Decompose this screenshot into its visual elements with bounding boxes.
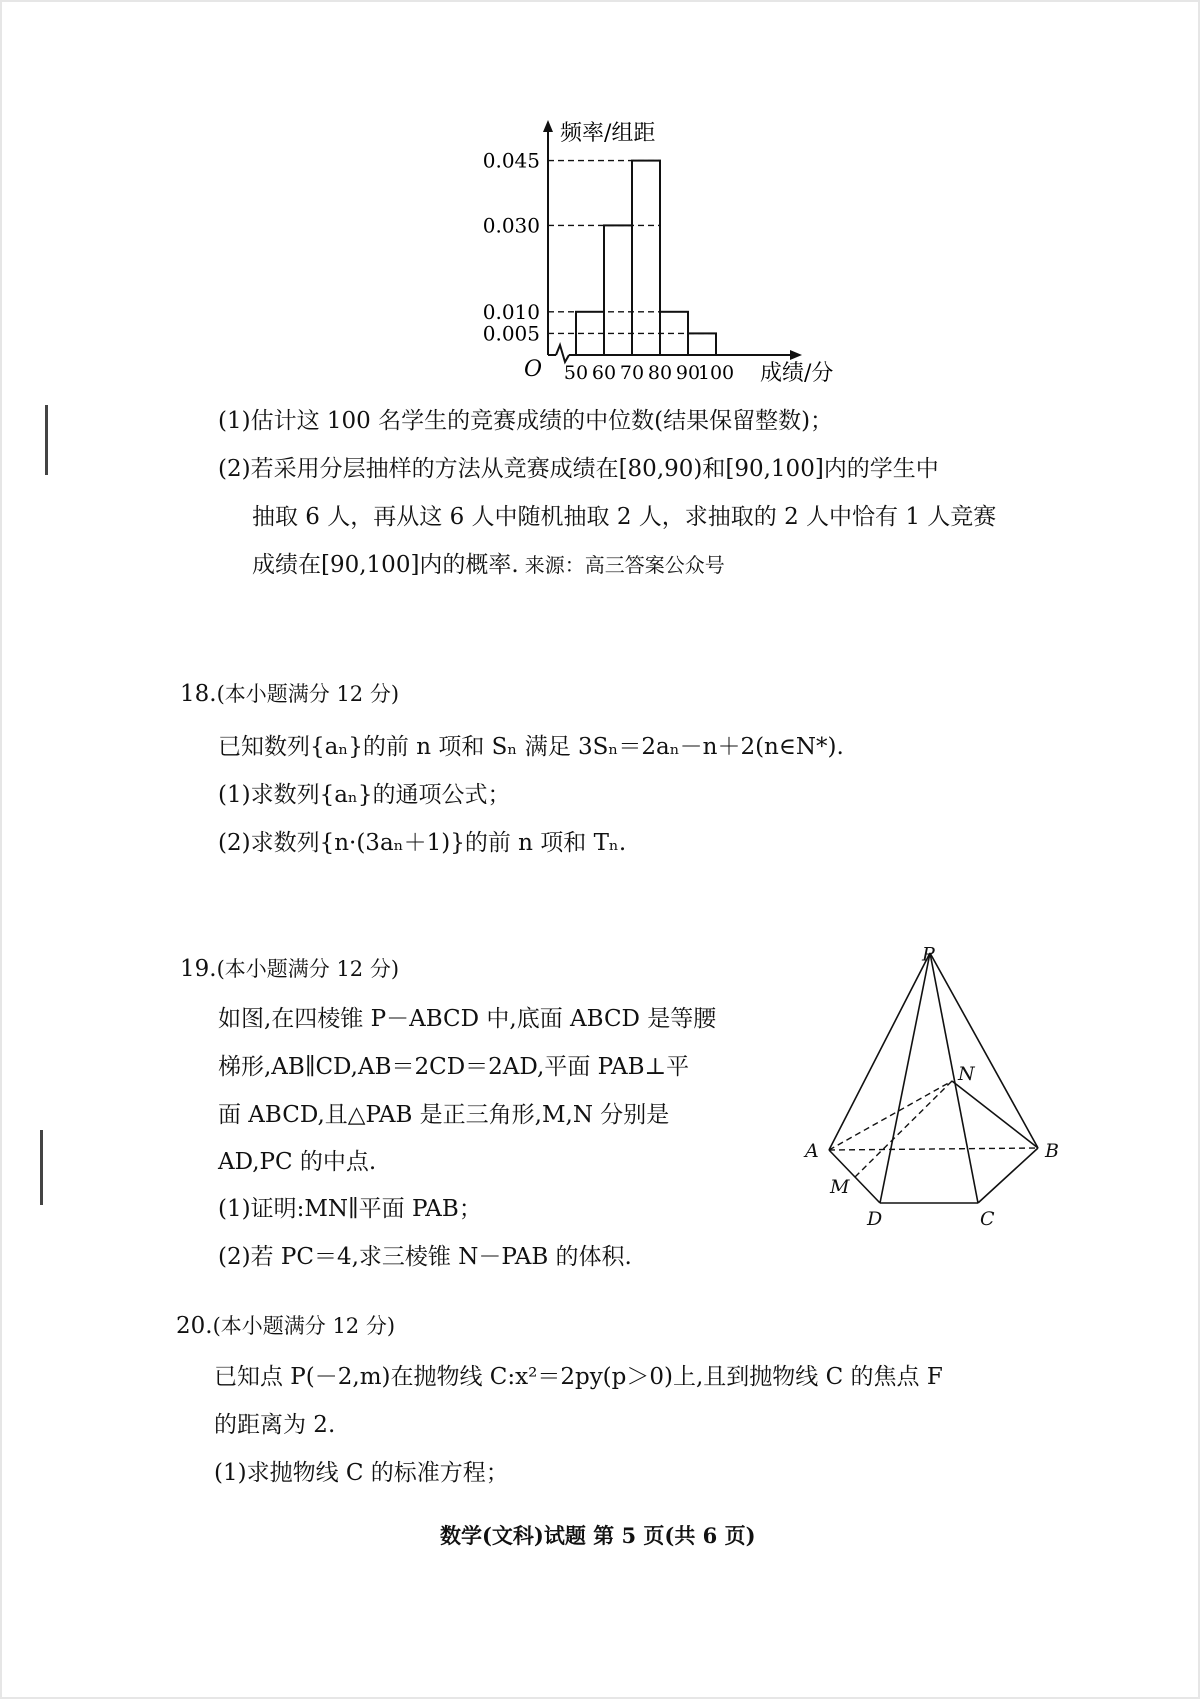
histogram-bar [688,333,716,355]
x-tick-label: 70 [619,362,645,384]
x-tick-label: 100 [697,362,735,384]
q19-part1: (1)证明:MN∥平面 PAB； [218,1196,482,1222]
q17-part1: (1)估计这 100 名学生的竞赛成绩的中位数(结果保留整数)； [218,408,834,434]
origin-label: O [524,357,543,382]
q18-part1: (1)求数列{aₙ}的通项公式； [218,782,511,808]
q19-stem-line1: 如图,在四棱锥 P－ABCD 中,底面 ABCD 是等腰 [218,1006,717,1032]
y-tick-label: 0.045 [482,148,540,173]
q18-heading [180,678,399,708]
x-tick-label: 50 [563,362,589,384]
x-tick-label: 80 [647,362,673,384]
q18-part2: (2)求数列{n·(3aₙ＋1)}的前 n 项和 Tₙ. [218,830,627,856]
q20-heading [176,1310,395,1340]
q18-stem: 已知数列{aₙ}的前 n 项和 Sₙ 满足 3Sₙ＝2aₙ－n＋2(n∈N*). [218,734,844,760]
histogram-bar [604,225,632,355]
q19-heading [180,953,399,983]
q20-number: 20. [176,1313,213,1339]
q20-stem-line2: 的距离为 2. [214,1412,336,1438]
y-tick-label: 0.005 [482,321,540,346]
edge-PB [930,953,1038,1148]
edge-PA [829,953,930,1150]
q17-part2-line3-text: 成绩在[90,100]内的概率. [252,552,519,578]
source-note: 来源：高三答案公众号 [524,553,725,577]
y-tick-label: 0.010 [482,299,540,324]
q19-stem-line3: 面 ABCD,且△PAB 是正三角形,M,N 分别是 [218,1102,670,1128]
label-P: P [922,945,935,966]
y-axis-label: 频率/组距 [560,121,656,146]
binding-mark-bottom [40,1130,43,1205]
q17-part2-line1: (2)若采用分层抽样的方法从竞赛成绩在[80,90)和[90,100]内的学生中 [218,456,939,482]
x-axis-label: 成绩/分 [760,361,834,386]
edge-AB-hidden [829,1148,1038,1150]
histogram-bar [632,161,660,355]
x-tick-label: 90 [675,362,701,384]
label-C: C [980,1208,995,1230]
y-axis-arrow [543,120,553,132]
segment-MN-hidden [855,1081,952,1177]
y-tick-label: 0.030 [482,213,540,238]
label-A: A [805,1140,819,1162]
q17-part2-line3 [252,546,725,579]
q19-stem-line2: 梯形,AB∥CD,AB＝2CD＝2AD,平面 PAB⊥平 [218,1054,690,1080]
page-footer: 数学(文科)试题 第 5 页(共 6 页) [440,1523,756,1548]
edge-CB [978,1148,1038,1203]
q19-number: 19. [180,956,217,982]
q20-points: (本小题满分 12 分) [212,1314,396,1338]
q19-stem-line4: AD,PC 的中点. [218,1149,377,1175]
label-D: D [867,1208,883,1230]
x-axis-arrow [790,350,802,360]
q19-part2: (2)若 PC＝4,求三棱锥 N－PAB 的体积. [218,1244,632,1270]
q19-points: (本小题满分 12 分) [216,957,400,981]
edge-PD [880,953,930,1203]
q18-number: 18. [180,681,217,707]
q17-part2-line2: 抽取 6 人，再从这 6 人中随机抽取 2 人，求抽取的 2 人中恰有 1 人竞赛 [252,504,997,530]
q20-part1: (1)求抛物线 C 的标准方程； [214,1460,509,1486]
x-tick-label: 60 [591,362,617,384]
q20-stem-line1: 已知点 P(－2,m)在抛物线 C:x²＝2py(p＞0)上,且到抛物线 C 的焦点 F [214,1364,943,1390]
axis-break [556,345,569,362]
pyramid-figure [800,945,1100,1255]
q18-points: (本小题满分 12 分) [216,682,400,706]
label-N: N [958,1063,975,1085]
label-B: B [1045,1140,1059,1162]
label-M: M [830,1176,850,1198]
